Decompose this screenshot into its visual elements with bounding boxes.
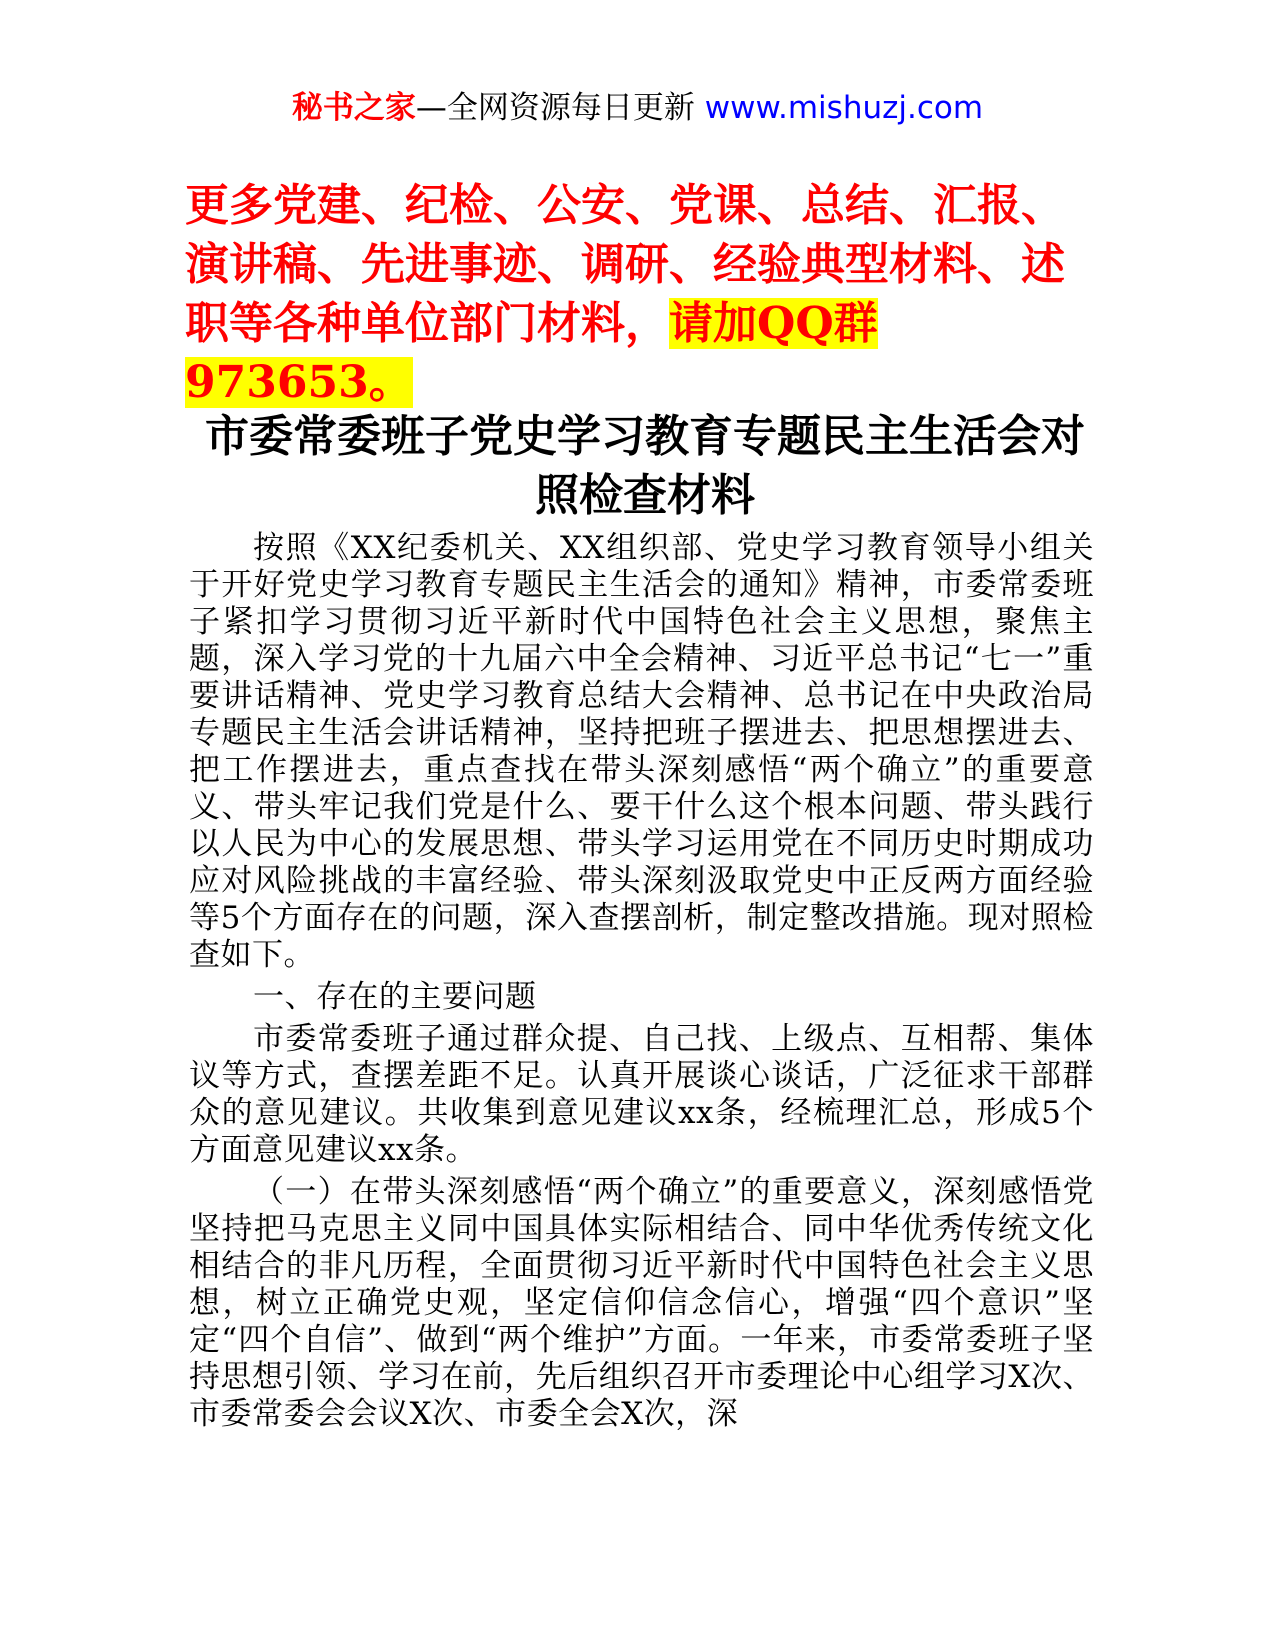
promo-qq-group: 请加QQ群973653。 [185,298,878,408]
section-heading: 一、存在的主要问题 [253,979,537,1015]
site-url-link[interactable]: www.mishuzj.com [704,90,984,126]
body-paragraph-intro: 按照《XX纪委机关、XX组织部、党史学习教育领导小组关于开好党史学习教育专题民主生活会的通知》精神，市委常委班子紧扣学习贯彻习近平新时代中国特色社会主义思想，聚焦主题，深入学习党的十九届六中全会精神、习近平总书记“七一”重要讲话精神、党史学习教育总结大会精神、总书记在中央政治局专题民主生活会讲话精神，坚持把班子摆进去、把思想摆进去、把工作摆进去，重点查找在带头深刻感悟“两个确立”的重要意义、带头牢记我们党是什么、要干什么这个根本问题、带头践行以人民为中心的发展思想、带头学习运用党在不同历史时期成功应对风险挑战的丰富经验、带头深刻汲取党史中正反两方面经验等5个方面存在的问题，深入查摆剖析，制定整改措施。现对照检查如下。 [189,530,1094,973]
site-tagline: —全网资源每日更新 [415,90,705,126]
body-paragraph: （一）在带头深刻感悟“两个确立”的重要意义，深刻感悟党坚持把马克思主义同中国具体实际相结合、同中华优秀传统文化相结合的非凡历程，全面贯彻习近平新时代中国特色社会主义思想，树立正确党史观，坚定信仰信念信心，增强“四个意识”坚定“四个自信”、做到“两个维护”方面。一年来，市委常委班子坚持思想引领、学习在前，先后组织召开市委理论中心组学习X次、市委常委会会议X次、市委全会X次，深 [189,1174,1094,1432]
promo-text: 更多党建、纪检、公安、党课、总结、汇报、演讲稿、先进事迹、调研、经验典型材料、述职等各种单位部门材料， [185,180,1065,349]
site-brand: 秘书之家 [291,90,416,126]
promo-notice [185,176,1105,412]
document-body [189,530,1094,1438]
body-paragraph: 市委常委班子通过群众提、自己找、上级点、互相帮、集体议等方式，查摆差距不足。认真开展谈心谈话，广泛征求干部群众的意见建议。共收集到意见建议xx条，经梳理汇总，形成5个方面意见建议xx条。 [189,1021,1094,1168]
document-title: 市委常委班子党史学习教育专题民主生活会对照检查材料 [205,411,1085,521]
site-header [0,88,1275,128]
